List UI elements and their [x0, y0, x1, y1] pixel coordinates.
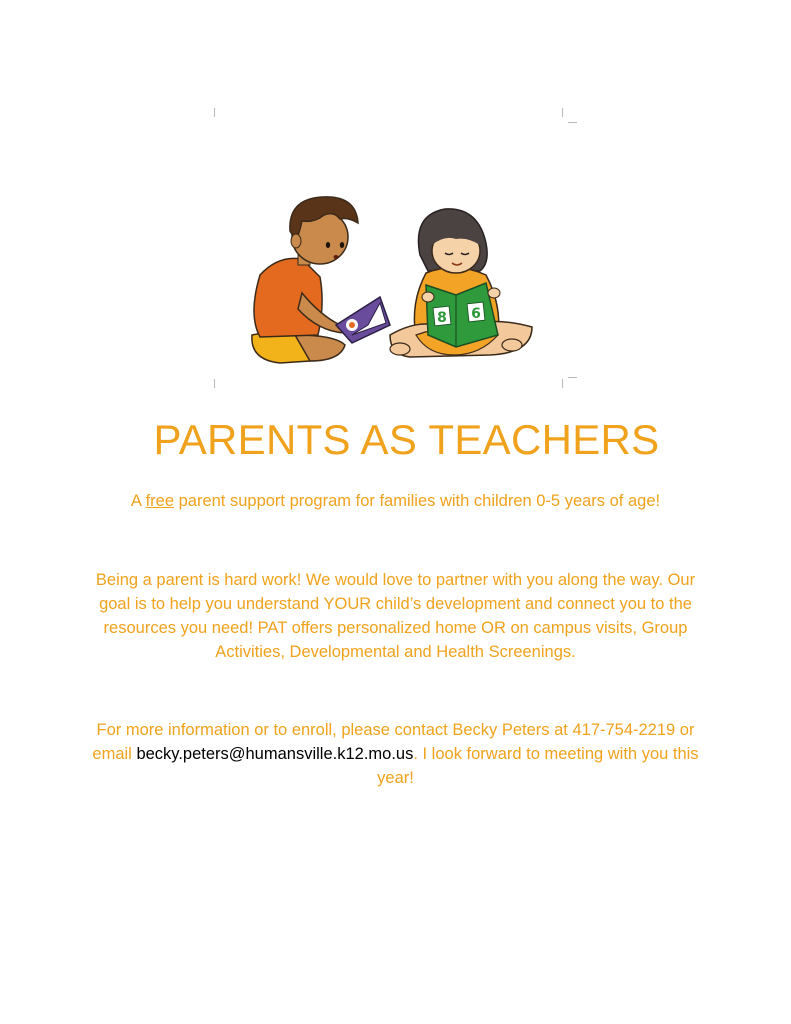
- intro-line: [0, 489, 791, 513]
- crop-mark: [214, 379, 215, 388]
- crop-mark: [562, 379, 563, 388]
- crop-mark: [568, 377, 577, 378]
- email-link[interactable]: becky.peters@humansville.k12.mo.us: [136, 745, 414, 763]
- book-number-left: 8: [437, 310, 447, 326]
- intro-prefix: A: [130, 492, 146, 510]
- crop-mark: [214, 108, 215, 117]
- crop-mark: [562, 108, 563, 117]
- contact-before-email: For more information or to enroll, please contact Becky Peters at 417-754-2219 or email: [92, 721, 695, 763]
- book-number-right: 6: [471, 306, 481, 322]
- crop-mark: [568, 122, 577, 123]
- intro-emphasis: free: [145, 492, 175, 510]
- page-title: PARENTS AS TEACHERS: [153, 416, 660, 463]
- boy-figure: [252, 197, 390, 363]
- contact-after-email: . I look forward to meeting with you this year!: [377, 745, 699, 787]
- girl-figure: [390, 209, 532, 357]
- contact-paragraph: [0, 718, 791, 790]
- description-paragraph: Being a parent is hard work! We would love to partner with you along the way. Our goal is to help you understand YOUR child’s development and connect you to the resources you need! PAT offers personalized home OR on campus visits, Group Activities, Developmental and Health Screenings.: [95, 571, 696, 661]
- children-reading-icon: [240, 185, 540, 370]
- intro-suffix: parent support program for families with children 0-5 years of age!: [174, 492, 661, 510]
